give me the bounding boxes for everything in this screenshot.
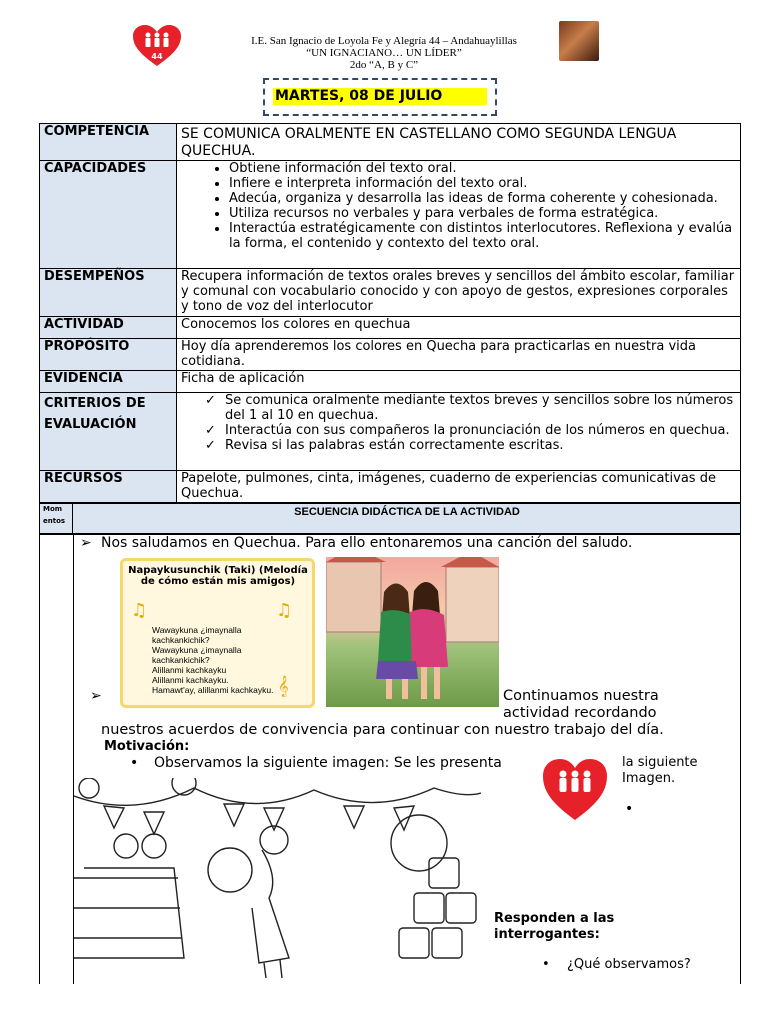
row-actividad: [40, 317, 741, 339]
list-item: • Utiliza recursos no verbales y para verbales de forma estratégica.: [229, 206, 736, 221]
row-desempenos: [40, 269, 741, 317]
song-line: Wawaykuna ¿imaynalla kachkankichik?: [152, 645, 242, 665]
question-text: ¿Qué observamos?: [567, 957, 691, 972]
list-item: • Infiere e interpreta información del texto oral.: [229, 176, 736, 191]
song-line: Wawaykuna ¿imaynalla kachkankichik?: [152, 625, 242, 645]
label-proposito: PROPÓSITO: [40, 339, 177, 371]
saint-portrait: [559, 21, 599, 61]
list-item: ✓ Revisa si las palabras están correctamente escritas.: [225, 438, 736, 453]
continue-text-b: nuestros acuerdos de convivencia para continuar con nuestro trabajo del día.: [101, 722, 664, 738]
song-line: Hamawt'ay, alillanmi kachkayku.: [152, 685, 274, 695]
capacidades-cell: [177, 161, 741, 269]
desempenos-text: Recupera información de textos orales breves y sencillos del ámbito escolar, familiar y comunal con vocabulario conocido y con apoyo de gestos, expresiones corporales y tono de voz del interlocutor: [177, 269, 741, 317]
row-recursos: [40, 471, 741, 503]
list-item: ✓ Interactúa con sus compañeros la pronunciación de los números en quechua.: [225, 423, 736, 438]
competencia-text: SE COMUNICA ORALMENTE EN CASTELLANO COMO SEGUNDA LENGUA QUECHUA.: [177, 124, 741, 161]
song-line: Alillanmi kachkayku.: [152, 675, 229, 685]
bullet-icon: •: [625, 801, 634, 817]
moments-label: Mom entos: [39, 503, 73, 534]
label-desempenos: DESEMPEÑOS: [40, 269, 177, 317]
label-capacidades: CAPACIDADES: [40, 161, 177, 269]
recursos-text: Papelote, pulmones, cinta, imágenes, cuaderno de experiencias comunicativas de Quechua.: [177, 471, 741, 503]
bullet-icon: •: [542, 957, 550, 972]
row-proposito: [40, 339, 741, 371]
label-criterios: CRITERIOS DE EVALUACIÓN: [40, 393, 177, 471]
song-title: Napaykusunchik (Taki) (Melodía de cómo están mis amigos): [128, 565, 308, 587]
capacidades-list: [181, 161, 736, 251]
school-motto: “UN IGNACIANO… UN LÍDER”: [306, 47, 462, 59]
respond-label: [494, 911, 714, 943]
evidencia-text: Ficha de aplicación: [177, 371, 741, 393]
label-actividad: ACTIVIDAD: [40, 317, 177, 339]
row-capacidades: [40, 161, 741, 269]
bullet-icon: •: [130, 755, 139, 771]
greeting-text: Nos saludamos en Quechua. Para ello entonaremos una canción del saludo.: [101, 535, 633, 551]
list-item: • Interactúa estratégicamente con distintos interlocutores. Reflexiona y evalúa la forma, el contenido y contexto del texto oral.: [229, 221, 736, 251]
label-recursos: RECURSOS: [40, 471, 177, 503]
row-criterios: [40, 393, 741, 471]
school-name: I.E. San Ignacio de Loyola Fe y Alegría 44 – Andahuaylillas: [251, 35, 517, 47]
music-note-icon: ♫: [131, 600, 148, 621]
respond-label-text: Responden a las interrogantes:: [494, 911, 615, 942]
song-line: Alillanmi kachkayku: [152, 665, 227, 675]
treble-clef-icon: 𝄞: [278, 676, 289, 697]
arrow-bullet-icon: ➢: [90, 688, 102, 704]
music-note-icon: ♫: [276, 600, 293, 621]
party-coloring-drawing: [74, 778, 481, 984]
list-item: ✓ Se comunica oralmente mediante textos breves y sencillos sobre los números del 1 al 10 en quechua.: [225, 393, 736, 423]
hugging-children-illustration: [326, 557, 499, 707]
arrow-bullet-icon: ➢: [80, 535, 92, 551]
song-lyrics: [152, 625, 292, 695]
criterios-list: [181, 393, 736, 453]
school-logo-small: [541, 756, 609, 824]
list-item: • Obtiene información del texto oral.: [229, 161, 736, 176]
motivation-label: Motivación:: [104, 739, 190, 754]
criterios-cell: [177, 393, 741, 471]
label-evidencia: EVIDENCIA: [40, 371, 177, 393]
actividad-text: Conocemos los colores en quechua: [177, 317, 741, 339]
row-evidencia: [40, 371, 741, 393]
label-competencia: COMPETENCIA: [40, 124, 177, 161]
row-competencia: [40, 124, 741, 161]
observe-text: Observamos la siguiente imagen: Se les presenta: [154, 755, 502, 771]
observe-text-continued: la siguiente Imagen.: [622, 755, 698, 786]
session-table: [39, 123, 741, 503]
svg-text:44: 44: [151, 52, 163, 61]
proposito-text: Hoy día aprenderemos los colores en Quecha para practicarlas en nuestra vida cotidiana.: [177, 339, 741, 371]
list-item: • Adecúa, organiza y desarrolla las ideas de forma coherente y cohesionada.: [229, 191, 736, 206]
sequence-title: SECUENCIA DIDÁCTICA DE LA ACTIVIDAD: [294, 506, 520, 518]
continue-text-a: Continuamos nuestra actividad recordando: [503, 688, 659, 721]
grade-line: 2do “A, B y C”: [349, 59, 419, 71]
date-title: MARTES, 08 DE JULIO: [275, 88, 443, 104]
